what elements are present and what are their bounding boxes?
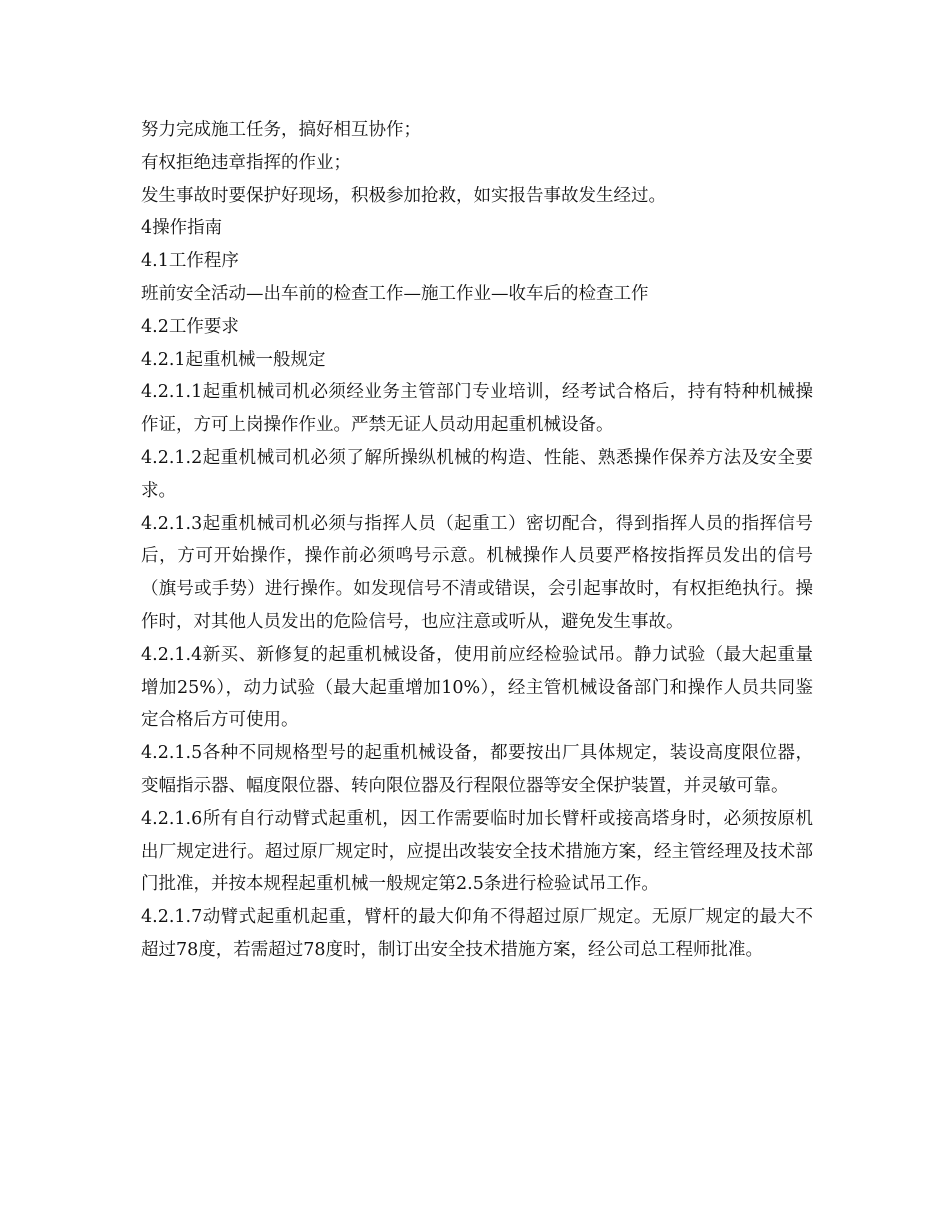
section-heading-4: 4操作指南 — [141, 218, 223, 239]
paragraph-work-procedure: 班前安全活动—出车前的检查工作—施工作业—收车后的检查工作 — [141, 283, 649, 304]
section-heading-4-2: 4.2工作要求 — [141, 316, 239, 337]
paragraph-duty-protect-accident-site: 发生事故时要保护好现场，积极参加抢救，如实报告事故发生经过。 — [141, 185, 666, 206]
paragraph-4-2-1-2: 4.2.1.2起重机械司机必须了解所操纵机械的构造、性能、熟悉操作保养方法及安全要求。 — [141, 447, 813, 501]
section-heading-4-2-1: 4.2.1起重机械一般规定 — [141, 349, 326, 370]
paragraph-duty-refuse-illegal-command: 有权拒绝违章指挥的作业； — [141, 152, 351, 173]
paragraph-4-2-1-4: 4.2.1.4新买、新修复的起重机械设备，使用前应经检验试吊。静力试验（最大起重量增加25%），动力试验（最大起重增加10%），经主管机械设备部门和操作人员共同鉴定合格后方可使用。 — [141, 644, 813, 731]
section-heading-4-1: 4.1工作程序 — [141, 251, 239, 272]
document-body — [141, 114, 813, 967]
paragraph-4-2-1-1: 4.2.1.1起重机械司机必须经业务主管部门专业培训，经考试合格后，持有特种机械操作证，方可上岗操作作业。严禁无证人员动用起重机械设备。 — [141, 382, 813, 436]
paragraph-4-2-1-3: 4.2.1.3起重机械司机必须与指挥人员（起重工）密切配合，得到指挥人员的指挥信号后，方可开始操作，操作前必须鸣号示意。机械操作人员要严格按指挥员发出的信号（旗号或手势）进行操作。如发现信号不清或错误，会引起事故时，有权拒绝执行。操作时，对其他人员发出的危险信号，也应注意或听从，避免发生事故。 — [141, 513, 813, 632]
paragraph-4-2-1-6: 4.2.1.6所有自行动臂式起重机，因工作需要临时加长臂杆或接高塔身时，必须按原机出厂规定进行。超过原厂规定时，应提出改装安全技术措施方案，经主管经理及技术部门批准，并按本规程起重机械一般规定第2.5条进行检验试吊工作。 — [141, 808, 813, 895]
paragraph-4-2-1-5: 4.2.1.5各种不同规格型号的起重机械设备，都要按出厂具体规定，装设高度限位器，变幅指示器、幅度限位器、转向限位器及行程限位器等安全保护装置，并灵敏可靠。 — [141, 743, 813, 796]
paragraph-4-2-1-7: 4.2.1.7动臂式起重机起重，臂杆的最大仰角不得超过原厂规定。无原厂规定的最大不超过78度，若需超过78度时，制订出安全技术措施方案，经公司总工程师批准。 — [141, 907, 813, 960]
paragraph-duty-complete-tasks: 努力完成施工任务，搞好相互协作； — [141, 120, 421, 140]
